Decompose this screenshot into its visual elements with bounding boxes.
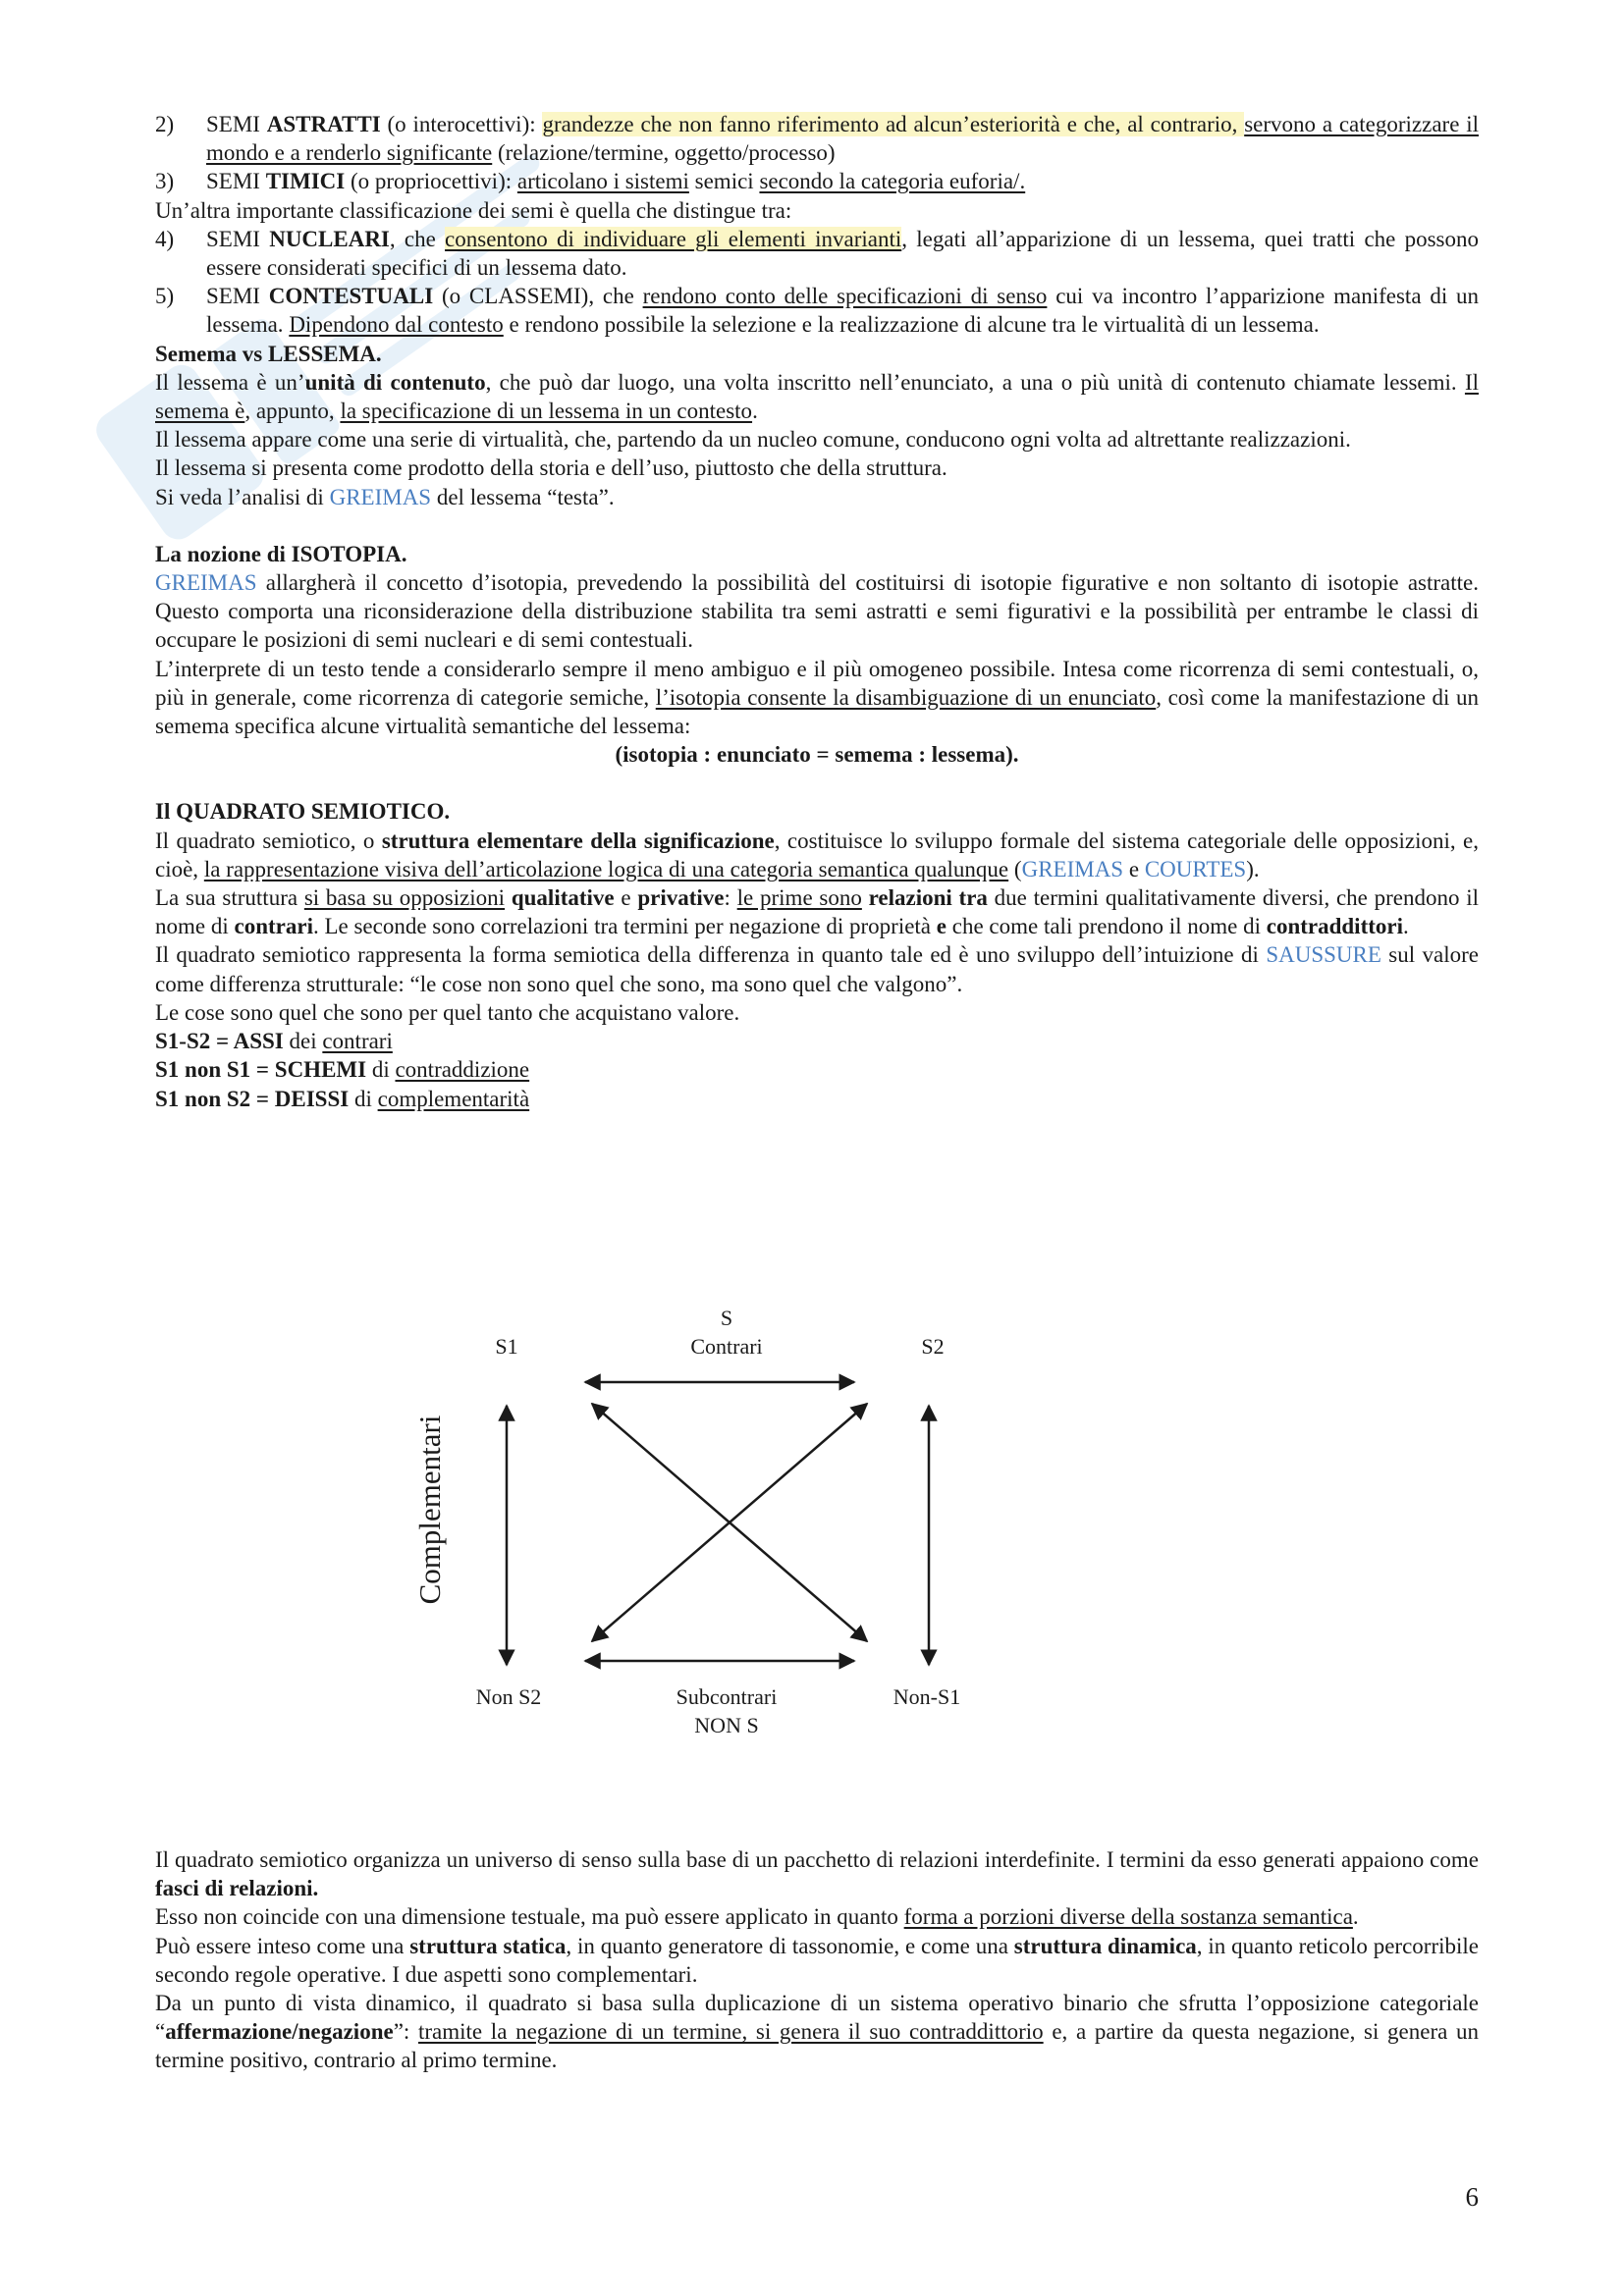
list-number: 5) <box>155 284 175 309</box>
paragraph: Il quadrato semiotico rappresenta la forma semiotica della differenza in quanto tale ed è uno sviluppo dell’intuizione di SAUSSURE sul valore come differenza strutturale: “le cose non sono quel che sono, ma sono quel che valgono”. <box>155 942 1479 996</box>
definition-line: S1 non S2 = DEISSI di complementarità <box>155 1086 530 1111</box>
list-number: 2) <box>155 112 175 136</box>
label-s1: S1 <box>495 1334 518 1359</box>
paragraph: Il lessema appare come una serie di virtualità, che, partendo da un nucleo comune, conducono ogni volta ad altrettante realizzazioni. <box>155 427 1351 453</box>
page-number: 6 <box>1465 2182 1479 2212</box>
label-top-center-1: S <box>720 1306 733 1330</box>
paragraph: Il quadrato semiotico, o struttura elementare della significazione, costituisce lo sviluppo formale del sistema categoriale delle opposizioni, e, cioè, la rappresentazione visiva dell’articolazione logica di una categoria semantica qualunque (GREIMAS e COURTES). <box>155 828 1479 881</box>
paragraph: Si veda l’analisi di GREIMAS del lessema “testa”. <box>155 484 615 509</box>
list-item: 3) SEMI TIMICI (o propriocettivi): articolano i sistemi semici secondo la categoria euforia/. <box>155 167 1479 195</box>
list-item: 4) SEMI NUCLEARI, che consentono di individuare gli elementi invarianti, legati all’apparizione di un lessema, quei tratti che possono essere considerati specifici di un lessema dato. <box>155 225 1479 282</box>
section-heading-isotopy: La nozione di ISOTOPIA. <box>155 541 407 566</box>
section-heading-square: Il QUADRATO SEMIOTICO. <box>155 799 451 825</box>
paragraph: L’interprete di un testo tende a considerarlo sempre il meno ambiguo e il più omogeneo possibile. Intesa come ricorrenza di semi contestuali, o, più in generale, come ricorrenza di categorie semiche, l’isotopia consente la disambiguazione di un enunciato, così come la manifestazione di un semema specifica alcune virtualità semantiche del lessema: <box>155 656 1479 739</box>
label-subcontrari: Subcontrari <box>676 1684 778 1709</box>
paragraph: Da un punto di vista dinamico, il quadrato si basa sulla duplicazione di un sistema operativo binario che sfrutta l’opposizione categoriale “affermazione/negazione”: tramite la negazione di un termine, si genera il suo contraddittorio e, a partire da questa negazione, si genera un termine positivo, contrario al primo termine. <box>155 1991 1480 2073</box>
list-item: 5) SEMI CONTESTUALI (o CLASSEMI), che rendono conto delle specificazioni di senso cui va incontro l’apparizione manifesta di un lessema. Dipendono dal contesto e rendono possibile la selezione e la realizzazione di alcune tra le virtualità di un lessema. <box>155 282 1479 339</box>
list-number: 3) <box>155 169 175 194</box>
paragraph: La sua struttura si basa su opposizioni qualitative e privative: le prime sono relazioni tra due termini qualitativamente diversi, che prendono il nome di contrari. Le seconde sono correlazioni tra termini per negazione di proprietà e che come tali prendono il nome di contraddittori. <box>155 885 1480 939</box>
paragraph: GREIMAS allargherà il concetto d’isotopia, prevedendo la possibilità del costituirsi di isotopie figurative e non soltanto di isotopie astratte. Questo comporta una riconsiderazione della distribuzione stabilita tra semi astratti e semi figurativi e la possibilità per entrambe le classi di occupare le posizioni di semi nucleari e di semi contestuali. <box>155 570 1479 653</box>
label-s2: S2 <box>921 1334 945 1359</box>
section-heading-sememe: Semema vs LESSEMA. <box>155 341 382 366</box>
document-page-bottom <box>155 1845 1479 2075</box>
paragraph: Il quadrato semiotico organizza un universo di senso sulla base di un pacchetto di relazioni interdefinite. I termini da esso generati appaiono come fasci di relazioni. <box>155 1847 1479 1901</box>
label-top-center-2: Contrari <box>690 1334 763 1359</box>
document-page <box>155 110 1479 1113</box>
label-complementari: Complementari <box>412 1415 447 1605</box>
paragraph: Le cose sono quel che sono per quel tanto che acquistano valore. <box>155 999 740 1025</box>
list-item: 2) SEMI ASTRATTI (o interocettivi): grandezze che non fanno riferimento ad alcun’esteriorità e che, al contrario, servono a categorizzare il mondo e a renderlo significante (relazione/termine, oggetto/processo) <box>155 110 1479 167</box>
label-non-s1: Non-S1 <box>893 1684 961 1709</box>
paragraph: Esso non coincide con una dimensione testuale, ma può essere applicato in quanto forma a porzioni diverse della sostanza semantica. <box>155 1904 1359 1930</box>
definition-line: S1-S2 = ASSI dei contrari <box>155 1029 393 1054</box>
definition-line: S1 non S1 = SCHEMI di contraddizione <box>155 1057 530 1083</box>
paragraph: Il lessema si presenta come prodotto della storia e dell’uso, piuttosto che della struttura. <box>155 455 947 481</box>
label-non-s2: Non S2 <box>475 1684 542 1709</box>
semiotic-square-diagram <box>155 1296 1479 1757</box>
paragraph: Può essere inteso come una struttura statica, in quanto generatore di tassonomie, e come una struttura dinamica, in quanto reticolo percorribile secondo regole operative. I due aspetti sono complementari. <box>155 1933 1479 1987</box>
list-number: 4) <box>155 226 175 251</box>
intro-line: Un’altra importante classificazione dei semi è quella che distingue tra: <box>155 197 792 223</box>
label-non-s: NON S <box>694 1713 759 1737</box>
formula: (isotopia : enunciato = semema : lessema). <box>615 742 1019 768</box>
paragraph: Il lessema è un’unità di contenuto, che può dar luogo, una volta inscritto nell’enunciato, a una o più unità di contenuto chiamate lessemi. Il semema è, appunto, la specificazione di un lessema in un contesto. <box>155 369 1479 424</box>
